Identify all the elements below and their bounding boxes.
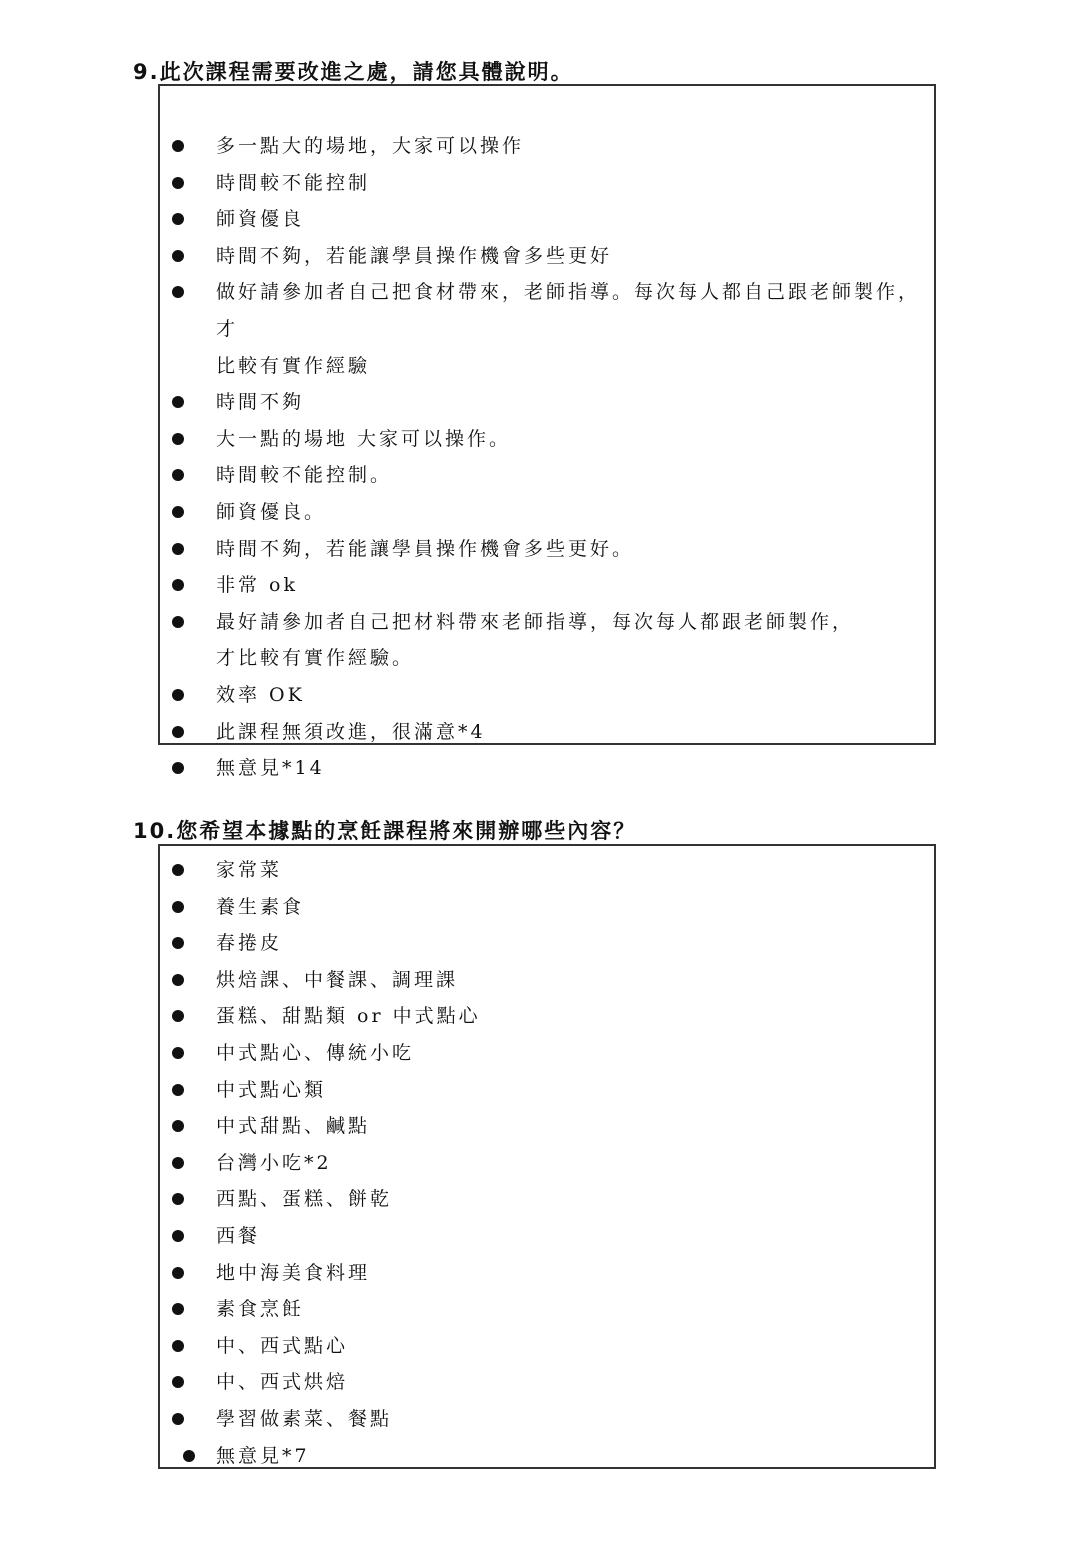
answer-item [160,1364,934,1401]
answer-item [160,852,934,889]
bullet-icon [172,1376,184,1388]
answer-text: 此課程無須改進，很滿意*4 [216,720,486,743]
answer-text: 時間較不能控制。 [216,464,393,487]
answer-item [160,128,934,165]
bullet-icon [172,469,184,481]
answer-item [160,889,934,926]
answer-text: 無意見*14 [216,757,325,780]
bullet-icon [172,616,184,628]
answer-text: 大一點的場地 大家可以操作。 [216,427,512,450]
answer-text: 中式點心類 [216,1078,327,1101]
answer-text: 家常菜 [216,859,283,881]
bullet-icon [172,396,184,408]
answer-text: 比較有實作經驗 [216,354,371,377]
answer-text: 中、西式烘焙 [216,1371,349,1394]
answer-text: 做好請參加者自己把食材帶來，老師指導。每次每人都自己跟老師製作，才 [216,281,921,340]
answer-item [160,567,934,604]
answer-text: 素食烹飪 [216,1298,305,1321]
answer-item [160,165,934,202]
bullet-icon [172,1120,184,1132]
answer-item [160,1438,934,1475]
answer-item [160,238,934,275]
bullet-icon [172,937,184,949]
answer-item [160,531,934,568]
answer-text: 西餐 [216,1224,261,1247]
answer-text: 時間不夠 [216,391,305,414]
bullet-icon [172,1230,184,1242]
bullet-icon [172,901,184,913]
answer-text: 時間較不能控制 [216,171,371,194]
bullet-icon [172,689,184,701]
answer-text: 西點、蛋糕、餅乾 [216,1188,393,1211]
answer-item [160,714,934,751]
answer-text: 最好請參加者自己把材料帶來老師指導，每次每人都跟老師製作， [216,610,855,633]
answer-text: 學習做素菜、餐點 [216,1407,393,1430]
question-10-title: 10.您希望本據點的烹飪課程將來開辦哪些內容？ [133,819,637,843]
answer-item [160,1035,934,1072]
answer-item [160,1291,934,1328]
answer-text: 中式點心、傳統小吃 [216,1041,415,1064]
answer-item [160,457,934,494]
answer-text: 春捲皮 [216,932,283,955]
answer-text: 效率 OK [216,683,305,706]
bullet-icon [172,974,184,986]
bullet-icon [172,1157,184,1169]
answer-text: 師資優良。 [216,500,327,523]
bullet-icon [172,726,184,738]
answer-text: 無意見*7 [216,1444,310,1467]
answer-text: 時間不夠，若能讓學員操作機會多些更好。 [216,537,635,560]
bullet-icon [172,1303,184,1315]
question-9-answer-list [160,128,934,787]
answer-item [160,750,934,787]
answer-text: 地中海美食料理 [216,1261,371,1284]
answer-text: 師資優良 [216,208,305,231]
bullet-icon [172,506,184,518]
answer-item [160,1145,934,1182]
bullet-icon [172,1413,184,1425]
bullet-icon [172,286,184,298]
answer-item [160,1401,934,1438]
answer-item [160,1072,934,1109]
answer-text: 時間不夠，若能讓學員操作機會多些更好 [216,244,613,267]
answer-text: 才比較有實作經驗。 [216,647,415,670]
bullet-icon [172,1267,184,1279]
question-9-answer-box [158,84,936,780]
answer-text: 多一點大的場地，大家可以操作 [216,135,525,157]
question-10-answer-box [158,844,936,1469]
answer-item [160,1108,934,1145]
answer-item [160,677,934,714]
answer-item [160,201,934,238]
answer-text: 烘焙課、中餐課、調理課 [216,968,459,991]
answer-item [160,1328,934,1365]
bullet-icon [172,433,184,445]
bullet-icon [172,543,184,555]
question-10-answer-list [160,852,934,1474]
bullet-icon [172,864,184,876]
answer-item [160,1181,934,1218]
answer-text: 中、西式點心 [216,1334,349,1357]
bullet-icon [172,1340,184,1352]
answer-text: 非常 ok [216,574,298,597]
answer-item [160,998,934,1035]
answer-item [160,421,934,458]
question-9-title: 9.此次課程需要改進之處，請您具體說明。 [133,60,574,84]
bullet-icon [172,1047,184,1059]
bullet-icon [172,579,184,591]
answer-text: 台灣小吃*2 [216,1151,332,1174]
answer-item [160,962,934,999]
bullet-icon [183,1450,195,1462]
answer-text: 蛋糕、甜點類 or 中式點心 [216,1005,481,1028]
answer-text: 養生素食 [216,895,305,918]
bullet-icon [172,762,184,774]
answer-item [160,604,934,677]
answer-item [160,494,934,531]
bullet-icon [172,250,184,262]
answer-item [160,925,934,962]
answer-item [160,384,934,421]
bullet-icon [172,1193,184,1205]
bullet-icon [172,213,184,225]
answer-item [160,1218,934,1255]
bullet-icon [172,140,184,152]
bullet-icon [172,1010,184,1022]
bullet-icon [172,1084,184,1096]
answer-item [160,274,934,384]
answer-text: 中式甜點、鹹點 [216,1115,371,1138]
bullet-icon [172,177,184,189]
answer-item [160,1255,934,1292]
